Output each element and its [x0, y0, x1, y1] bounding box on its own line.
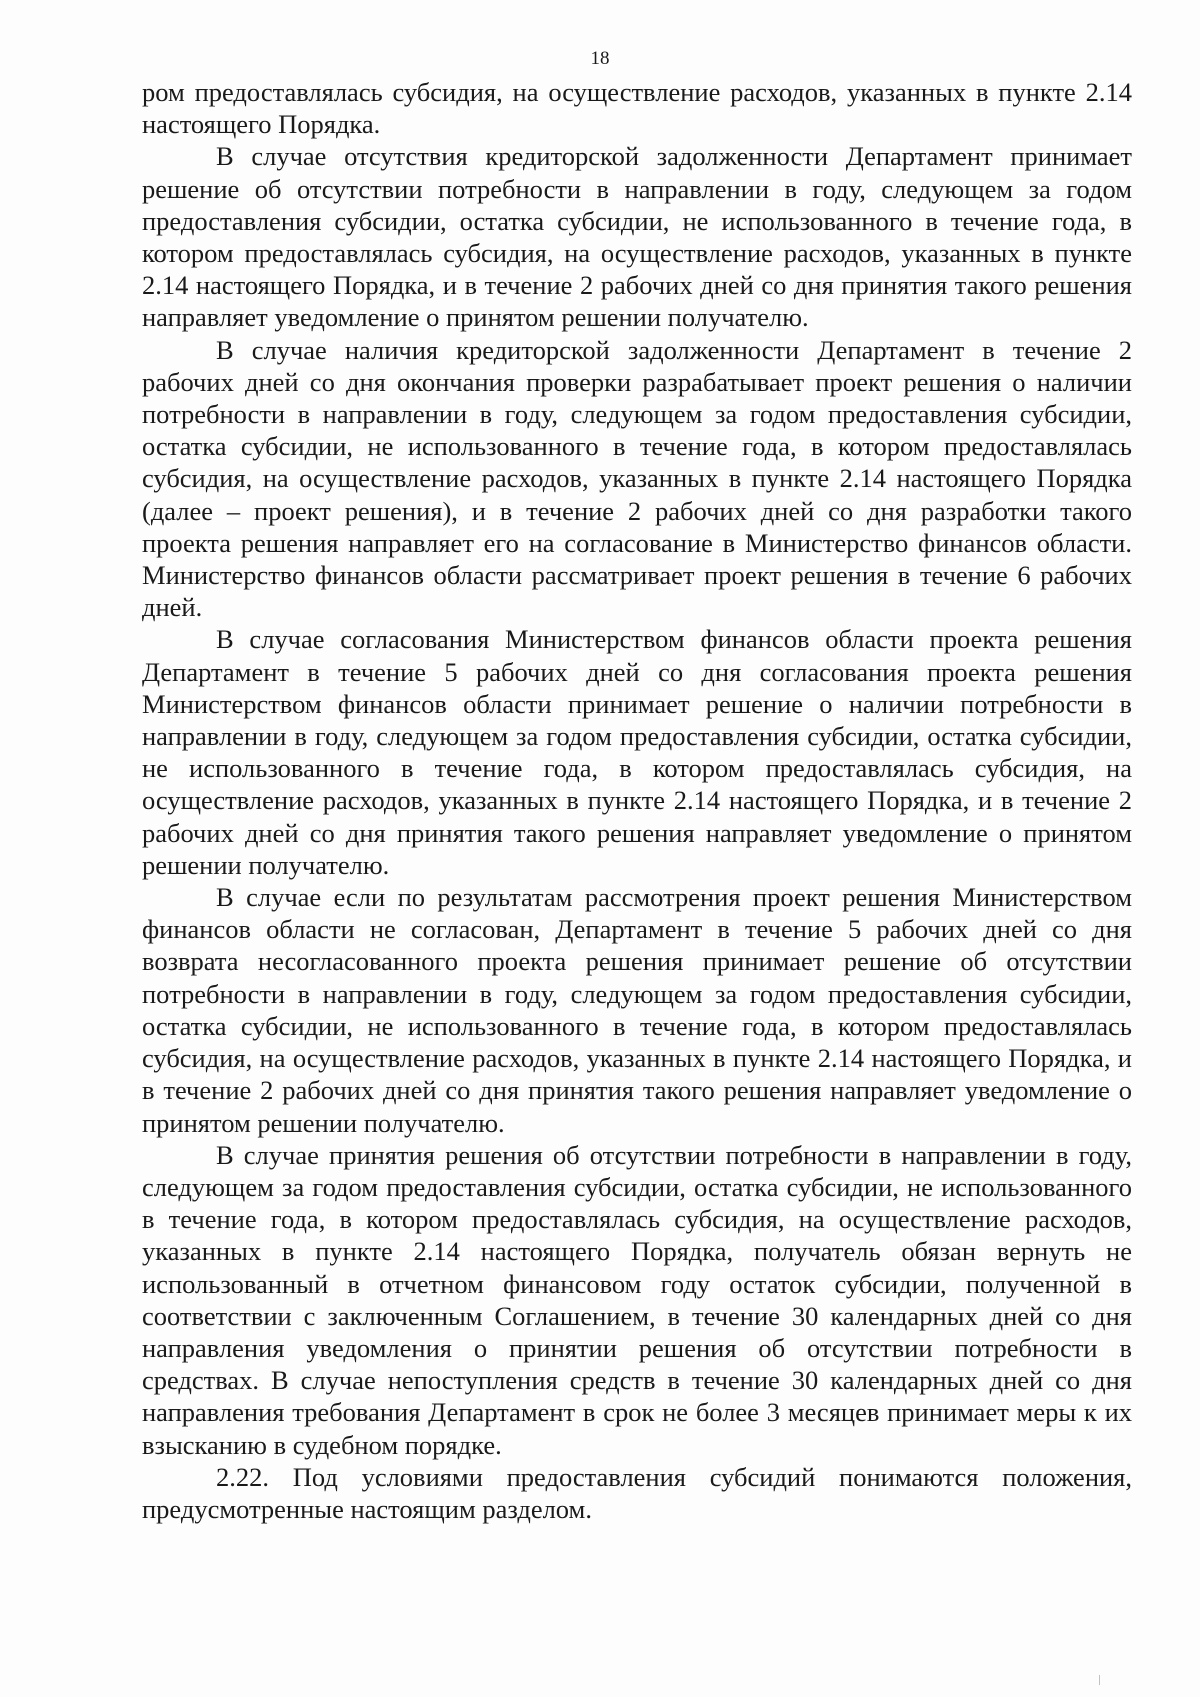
scan-artifact [1099, 1675, 1140, 1685]
document-body [142, 76, 1132, 1525]
paragraph-continuation: ром предоставлялась субсидия, на осуществление расходов, указанных в пункте 2.14 настоящего Порядка. [142, 77, 1132, 140]
paragraph-debt-present: В случае наличия кредиторской задолженности Департамент в течение 2 рабочих дней со дня окончания проверки разрабатывает проект решения о наличии потребности в направлении в году, следующем за годом предоставления субсидии, остатка субсидии, не использованного в течение года, в котором предоставлялась субсидия, на осуществление расходов, указанных в пункте 2.14 настоящего Порядка (далее – проект решения), и в течение 2 рабочих дней со дня разработки такого проекта решения направляет его на согласование в Министерство финансов области. Министерство финансов области рассматривает проект решения в течение 6 рабочих дней. [142, 334, 1132, 623]
paragraph-section-2-22: 2.22. Под условиями предоставления субсидий понимаются положения, предусмотренные настоящим разделом. [142, 1461, 1132, 1524]
paragraph-ministry-rejection: В случае если по результатам рассмотрения проект решения Министерством финансов области не согласован, Департамент в течение 5 рабочих дней со дня возврата несогласованного проекта решения принимает решение об отсутствии потребности в направлении в году, следующем за годом предоставления субсидии, остатка субсидии, не использованного в течение года, в котором предоставлялась субсидия, на осуществление расходов, указанных в пункте 2.14 настоящего Порядка, и в течение 2 рабочих дней со дня принятия такого решения направляет уведомление о принятом решении получателю. [142, 882, 1132, 1138]
paragraph-ministry-approval: В случае согласования Министерством финансов области проекта решения Департамент в течение 5 рабочих дней со дня согласования проекта решения Министерством финансов области принимает решение о наличии потребности в направлении в году, следующем за годом предоставления субсидии, остатка субсидии, не использованного в течение года, в котором предоставлялась субсидия, на осуществление расходов, указанных в пункте 2.14 настоящего Порядка, и в течение 2 рабочих дней со дня принятия такого решения направляет уведомление о принятом решении получателю. [142, 624, 1132, 880]
page-number: 18 [590, 48, 610, 69]
paragraph-no-debt: В случае отсутствия кредиторской задолженности Департамент принимает решение об отсутствии потребности в направлении в году, следующем за годом предоставления субсидии, остатка субсидии, не использованного в течение года, в котором предоставлялась субсидия, на осуществление расходов, указанных в пункте 2.14 настоящего Порядка, и в течение 2 рабочих дней со дня принятия такого решения направляет уведомление о принятом решении получателю. [142, 141, 1132, 333]
paragraph-refund-obligation: В случае принятия решения об отсутствии потребности в направлении в году, следующем за годом предоставления субсидии, остатка субсидии, не использованного в течение года, в котором предоставлялась субсидия, на осуществление расходов, указанных в пункте 2.14 настоящего Порядка, получатель обязан вернуть не использованный в отчетном финансовом году остаток субсидии, полученной в соответствии с заключенным Соглашением, в течение 30 календарных дней со дня направления уведомления о принятии решения об отсутствии потребности в средствах. В случае непоступления средств в течение 30 календарных дней со дня направления требования Департамент в срок не более 3 месяцев принимает меры к их взысканию в судебном порядке. [142, 1139, 1132, 1460]
